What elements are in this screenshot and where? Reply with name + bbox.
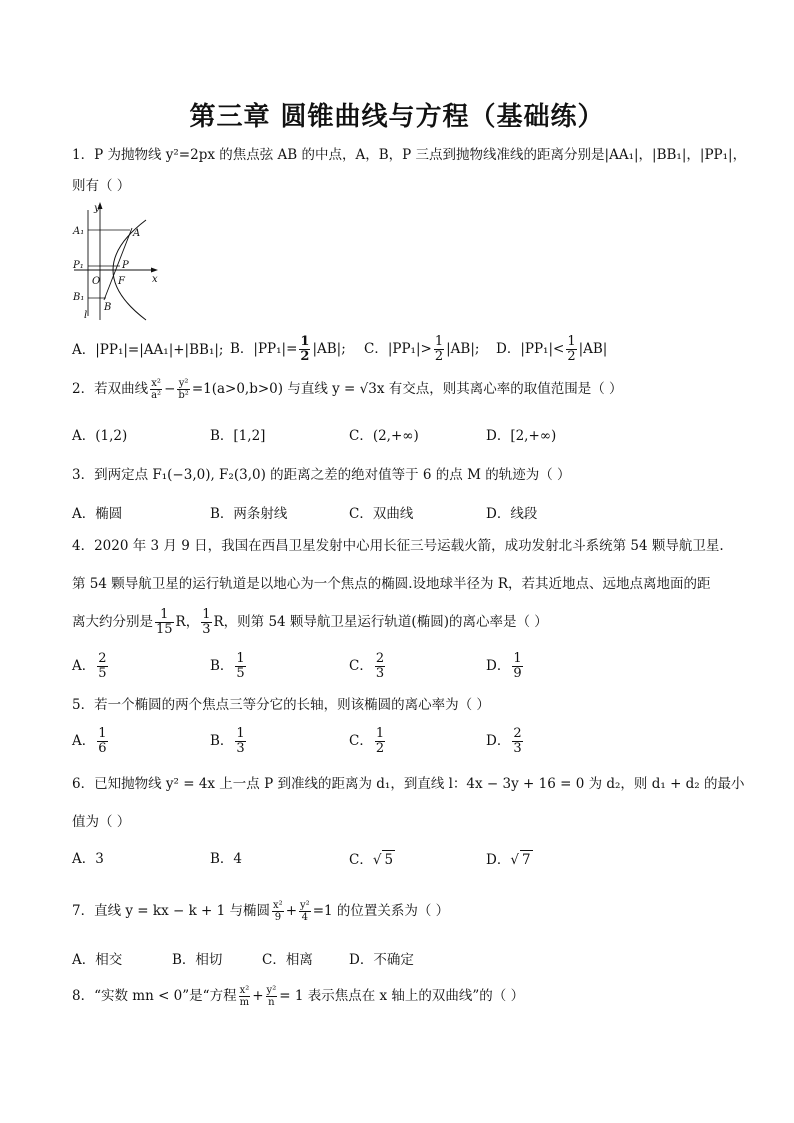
q1-option-c <box>364 335 479 364</box>
q4-option-c-frac: $\frac{2}{3}$ <box>375 651 385 681</box>
q1-option-c-post: |AB|; <box>446 341 480 357</box>
fig-label-b1: B₁ <box>73 292 85 303</box>
q1-stem-cont: 则有（ ） <box>72 178 131 194</box>
q1-option-b-frac: $\frac{1}{2}$ <box>300 334 310 364</box>
q6-option-b: B．4 <box>210 851 243 867</box>
q5-option-c-frac: $\frac{1}{2}$ <box>375 726 385 756</box>
q5-option-d-frac: $\frac{2}{3}$ <box>513 726 522 756</box>
q2-frac-y: $\frac{\text{y²}}{\text{b²}}$ <box>178 378 189 401</box>
q3-stem: 3．到两定点 F₁(−3,0), F₂(3,0) 的距离之差的绝对值等于 6 的点 M 的轨迹为（ ） <box>72 467 571 483</box>
q5-option-c: C． $\frac{1}{2}$ <box>349 726 385 756</box>
fig-label-f: F <box>118 276 125 287</box>
q1-option-b-post: |AB|; <box>312 341 346 357</box>
fig-label-x: x <box>152 274 158 285</box>
q1-option-b-pre: B．|PP₁|= <box>230 341 298 357</box>
q4-option-d-frac: $\frac{1}{9}$ <box>513 651 522 681</box>
q6-option-c: C．√ 5 <box>349 852 394 868</box>
q3-option-d: D．线段 <box>486 506 538 522</box>
q1-option-c-frac: $\frac{1}{2}$ <box>434 334 444 364</box>
q4-stem-line3: 离大约分别是 $\frac{1}{15}$ R， $\frac{1}{3}$ R，则第 54 颗导航卫星运行轨道(椭圆)的离心率是（ ） <box>72 607 548 637</box>
q5-option-b-frac: $\frac{1}{3}$ <box>236 726 245 756</box>
q6-option-d: D．√ 7 <box>486 852 531 868</box>
page-title: 第三章 圆锥曲线与方程（基础练） <box>189 102 605 132</box>
q6-option-d-radicand: 7 <box>521 852 531 868</box>
q1-stem: 1．P 为抛物线 y²=2px 的焦点弦 AB 的中点，A，B，P 三点到抛物线准线的距离分别是|AA₁|，|BB₁|，|PP₁|， <box>72 147 747 163</box>
q1-option-d-frac: $\frac{1}{2}$ <box>567 334 576 364</box>
fig-label-p1: P₁ <box>73 260 84 271</box>
q7-stem: 7．直线 y = kx − k + 1 与椭圆 $\frac{\text{x²}}{9}$ + $\frac{\text{y²}}{4}$ =1 的位置关系为（ ） <box>72 900 450 923</box>
q2-option-c: C．(2,+∞) <box>349 428 419 444</box>
q1-option-d-post: |AB| <box>578 341 608 357</box>
q7-frac-x: $\frac{\text{x²}}{9}$ <box>273 900 283 923</box>
q6-option-c-radicand: 5 <box>384 852 394 868</box>
q8-frac-y: $\frac{\text{y²}}{n}$ <box>266 985 277 1008</box>
fig-label-l: l <box>84 310 88 321</box>
q2-option-b: B．[1,2] <box>210 428 266 444</box>
q6-stem-line1: 6．已知抛物线 y² = 4x 上一点 P 到准线的距离为 d₁，到直线 l：4x − 3y + 16 = 0 为 d₂，则 d₁ + d₂ 的最小 <box>72 776 745 792</box>
q2-option-d: D．[2,+∞) <box>486 428 557 444</box>
q1-parabola-figure <box>70 200 160 322</box>
q5-option-a-frac: $\frac{1}{6}$ <box>98 726 107 756</box>
fig-label-b: B <box>104 302 112 313</box>
q1-option-d-pre: D．|PP₁|< <box>496 341 565 357</box>
q1-option-c-pre: C．|PP₁|> <box>364 341 432 357</box>
q5-option-d: D． $\frac{2}{3}$ <box>486 726 522 756</box>
fig-label-p: P <box>122 260 129 271</box>
q1-option-d <box>496 335 607 364</box>
q7-frac-y: $\frac{\text{y²}}{4}$ <box>300 900 310 923</box>
q5-stem: 5．若一个椭圆的两个焦点三等分它的长轴，则该椭圆的离心率为（ ） <box>72 697 490 713</box>
q4-stem-line1: 4．2020 年 3 月 9 日，我国在西昌卫星发射中心用长征三号运载火箭，成功发射北斗系统第 54 颗导航卫星. <box>72 538 724 554</box>
fig-label-a1: A₁ <box>73 226 85 237</box>
q6-option-a: A．3 <box>72 851 104 867</box>
q2-frac-x: $\frac{\text{x²}}{\text{a²}}$ <box>151 378 162 401</box>
q7-option-a: A．相交 <box>72 952 123 968</box>
q2-option-a: A．(1,2) <box>72 428 128 444</box>
q7-option-c: C．相离 <box>262 952 313 968</box>
fig-label-y: y <box>94 203 100 214</box>
fig-label-o: O <box>92 276 101 287</box>
q1-option-a: A．|PP₁|=|AA₁|+|BB₁|; <box>72 342 224 358</box>
fig-label-a: A <box>133 228 141 239</box>
q7-option-b: B．相切 <box>172 952 223 968</box>
q4-frac-1-3: $\frac{1}{3}$ <box>202 607 211 637</box>
q3-option-b: B．两条射线 <box>210 506 288 522</box>
q4-option-b-frac: $\frac{1}{5}$ <box>236 651 245 681</box>
q7-option-d: D．不确定 <box>349 952 414 968</box>
q8-frac-x: $\frac{\text{x²}}{m}$ <box>239 985 250 1008</box>
q5-option-b: B． $\frac{1}{3}$ <box>210 726 245 756</box>
q4-option-d: D． $\frac{1}{9}$ <box>486 651 522 681</box>
q8-stem: 8．“实数 mn < 0”是“方程 $\frac{\text{x²}}{m}$ + $\frac{\text{y²}}{n}$ = 1 表示焦点在 x 轴上的双曲线”的（ ） <box>72 985 525 1008</box>
q3-option-a: A．椭圆 <box>72 506 123 522</box>
q1-option-b <box>230 335 346 364</box>
q4-frac-1-15: $\frac{1}{15}$ <box>156 607 173 637</box>
q2-stem: 2．若双曲线 $\frac{\text{x²}}{\text{a²}}$ − $\frac{\text{y²}}{\text{b²}}$ =1(a>0,b>0) 与直线 y = √3x 有交点，则其离心率的取值范围是（ ） <box>72 378 623 401</box>
q4-stem-line2: 第 54 颗导航卫星的运行轨道是以地心为一个焦点的椭圆.设地球半径为 R，若其近地点、远地点离地面的距 <box>72 576 711 592</box>
q4-option-a-frac: $\frac{2}{5}$ <box>98 651 107 681</box>
q4-option-b: B． $\frac{1}{5}$ <box>210 651 245 681</box>
q3-option-c: C．双曲线 <box>349 506 414 522</box>
q6-stem-line2: 值为（ ） <box>72 814 131 830</box>
q4-option-c: C． $\frac{2}{3}$ <box>349 651 385 681</box>
q5-option-a: A． $\frac{1}{6}$ <box>72 726 107 756</box>
q4-option-a: A． $\frac{2}{5}$ <box>72 651 107 681</box>
